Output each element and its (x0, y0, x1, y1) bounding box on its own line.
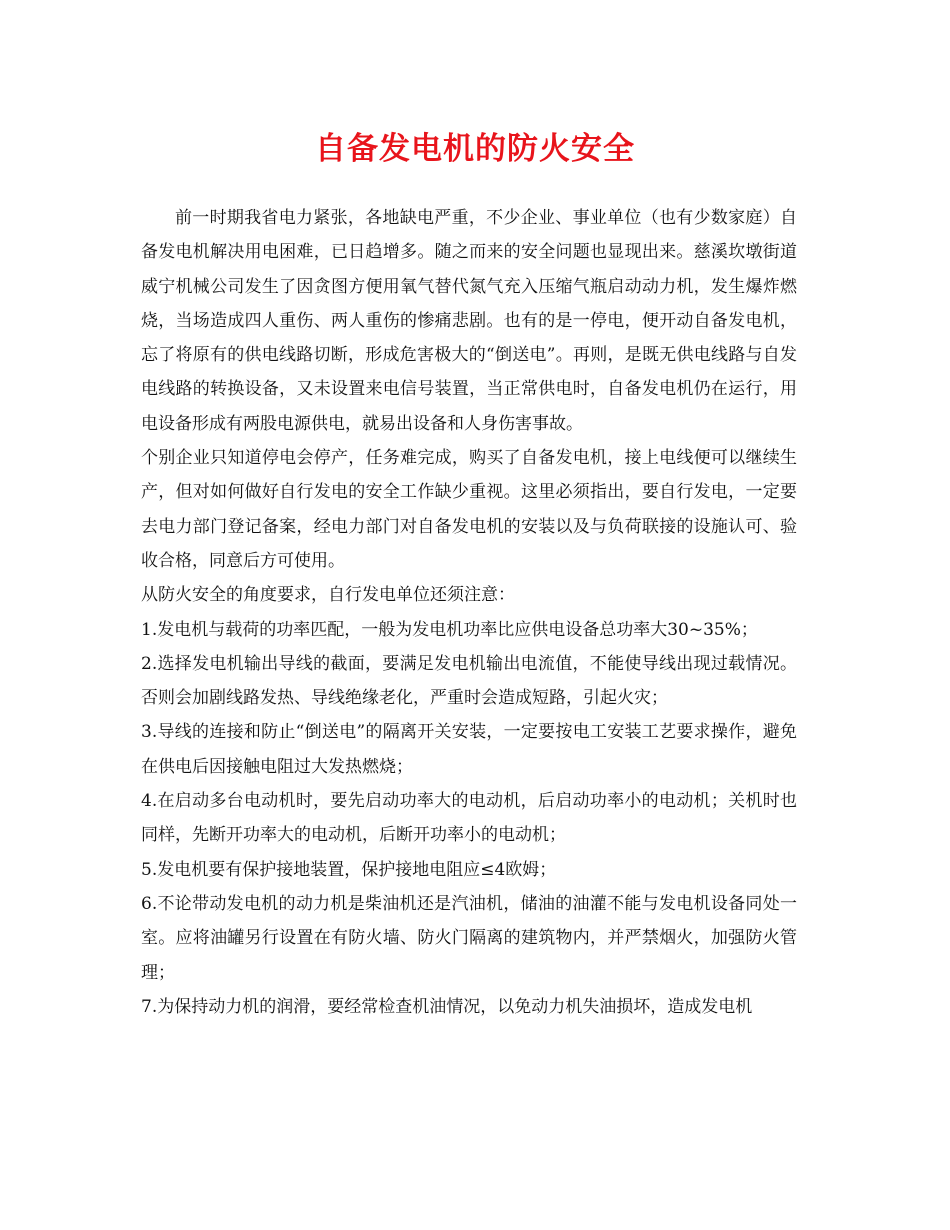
list-item-3: 3.导线的连接和防止“倒送电”的隔离开关安装，一定要按电工安装工艺要求操作，避免在供电后因接触电阻过大发热燃烧； (141, 722, 797, 777)
list-item-5: 5.发电机要有保护接地装置，保护接地电阻应≤4欧姆； (141, 859, 557, 880)
paragraph-registration: 个别企业只知道停电会停产，任务难完成，购买了自备发电机，接上电线便可以继续生产，但对如何做好自行发电的安全工作缺少重视。这里必须指出，要自行发电，一定要去电力部门登记备案，经电力部门对自备发电机的安装以及与负荷联接的设施认可、验收合格，同意后方可使用。 (141, 448, 797, 571)
list-item-2: 2.选择发电机输出导线的截面，要满足发电机输出电流值，不能使导线出现过载情况。否则会加剧线路发热、导线绝缘老化，严重时会造成短路，引起火灾； (141, 653, 797, 709)
list-item-4: 4.在启动多台电动机时，要先启动功率大的电动机，后启动功率小的电动机；关机时也同样，先断开功率大的电动机，后断开功率小的电动机； (141, 791, 797, 846)
document-body (141, 201, 797, 1024)
paragraph-intro: 前一时期我省电力紧张，各地缺电严重，不少企业、事业单位（也有少数家庭）自备发电机解决用电困难，已日趋增多。随之而来的安全问题也显现出来。慈溪坎墩街道威宁机械公司发生了因贪图方便用氧气替代氮气充入压缩气瓶启动动力机，发生爆炸燃烧，当场造成四人重伤、两人重伤的惨痛悲剧。也有的是一停电，便开动自备发电机，忘了将原有的供电线路切断，形成危害极大的“倒送电”。再则，是既无供电线路与自发电线路的转换设备，又未设置来电信号装置，当正常供电时，自备发电机仍在运行，用电设备形成有两股电源供电，就易出设备和人身伤害事故。 (141, 208, 797, 434)
list-item-7: 7.为保持动力机的润滑，要经常检查机油情况，以免动力机失油损坏，造成发电机 (141, 996, 753, 1017)
page-title: 自备发电机的防火安全 (315, 131, 635, 167)
list-item-1: 1.发电机与载荷的功率匹配，一般为发电机功率比应供电设备总功率大30~35%； (141, 619, 758, 640)
list-item-6: 6.不论带动发电机的动力机是柴油机还是汽油机，储油的油灌不能与发电机设备同处一室。应将油罐另行设置在有防火墙、防火门隔离的建筑物内，并严禁烟火，加强防火管理； (141, 893, 797, 983)
paragraph-requirements-lead: 从防火安全的角度要求，自行发电单位还须注意： (141, 585, 515, 606)
